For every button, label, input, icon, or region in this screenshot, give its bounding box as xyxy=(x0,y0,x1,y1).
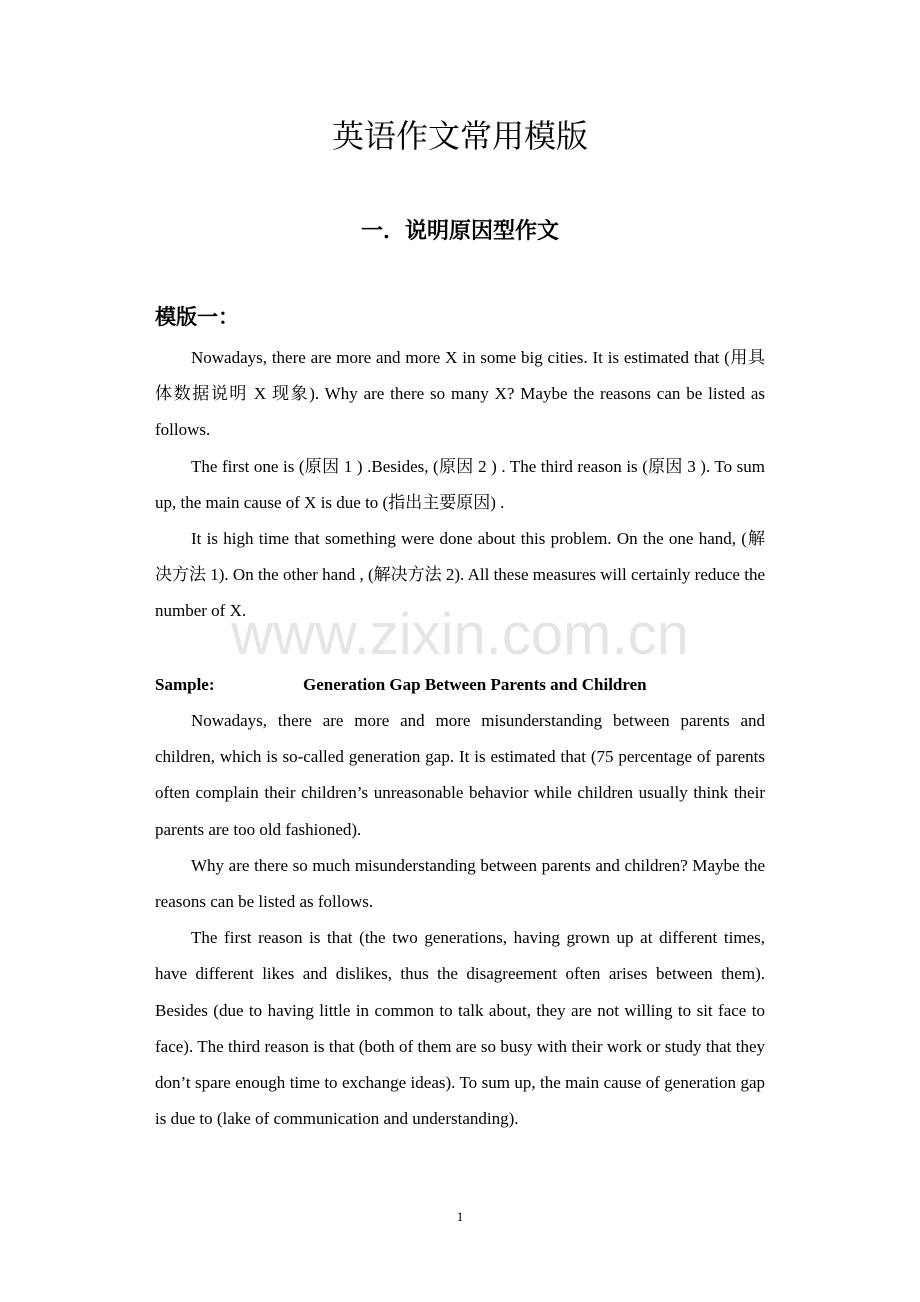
template-body xyxy=(155,340,765,630)
sample-paragraph: The first reason is that (the two generations, having grown up at different times, have different likes and dislikes, thus the disagreement often arises between them). Besides (due to having little in common to talk about, they are not willing to sit face to face). The third reason is that (both of them are so busy with their work or study that they don’t spare enough time to exchange ideas). To sum up, the main cause of generation gap is due to (lake of communication and understanding). xyxy=(155,928,765,1129)
template-paragraph: The first one is (原因 1 ) .Besides, (原因 2 ) . The third reason is (原因 3 ). To sum up, the main cause of X is due to (指出主要原因) . xyxy=(155,456,765,512)
template-paragraph: It is high time that something were done about this problem. On the one hand, (解决方法 1). On the other hand , (解决方法 2). All these measures will certainly reduce the number of X. xyxy=(155,529,765,621)
sample-paragraph: Nowadays, there are more and more misunderstanding between parents and children, which is so-called generation gap. It is estimated that (75 percentage of parents often complain their children’s unreasonable behavior while children usually think their parents are too old fashioned). xyxy=(155,711,765,839)
document-title: 英语作文常用模版 xyxy=(331,117,588,155)
section-heading: 一．说明原因型作文 xyxy=(360,219,559,244)
watermark: www.zixin.com.cn xyxy=(231,602,689,667)
template-label: 模版一： xyxy=(155,305,239,329)
sample-label: Sample: xyxy=(155,675,215,694)
sample-body xyxy=(155,703,765,1137)
page-number: 1 xyxy=(456,1209,464,1224)
sample-heading xyxy=(155,667,765,703)
sample-paragraph: Why are there so much misunderstanding between parents and children? Maybe the reasons can be listed as follows. xyxy=(155,855,765,912)
sample-title: Generation Gap Between Parents and Children xyxy=(303,675,647,694)
template-paragraph: Nowadays, there are more and more X in some big cities. It is estimated that (用具体数据说明 X 现象). Why are there so many X? Maybe the reasons can be listed as follows. xyxy=(155,348,765,440)
